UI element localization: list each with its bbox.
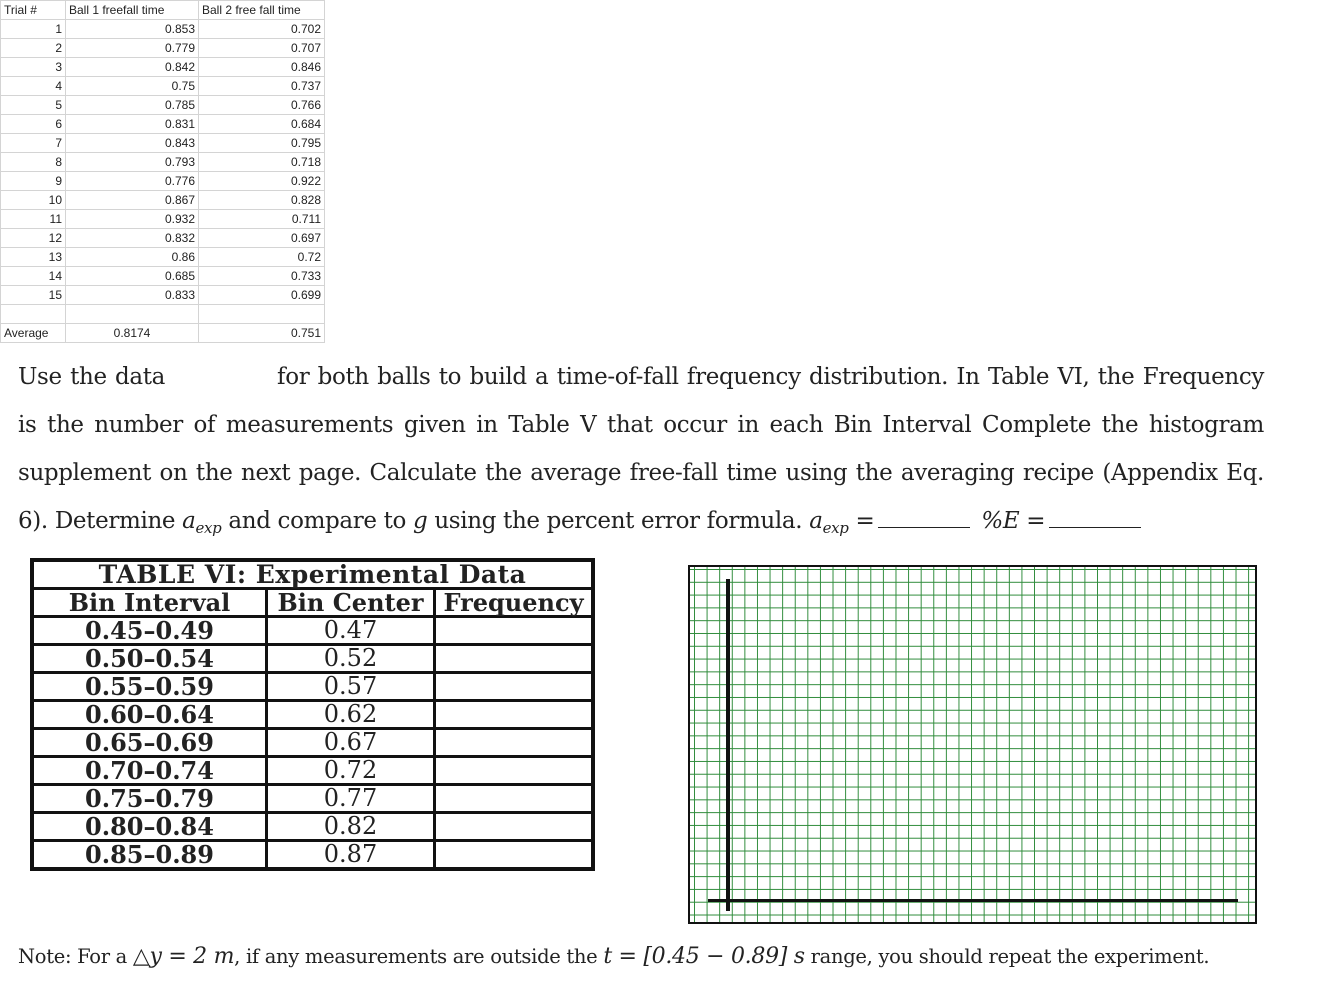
table-row xyxy=(1,77,325,96)
bin-interval-cell: 0.65–0.69 xyxy=(32,729,267,757)
ball2-time-cell[interactable]: 0.707 xyxy=(199,39,325,58)
header-bin-center: Bin Center xyxy=(267,589,435,617)
paragraph-text: for both balls to build a time-of-fall frequency distribution. In Table VI, the Frequency xyxy=(277,364,1264,390)
trial-number-cell[interactable]: 13 xyxy=(1,248,66,267)
table-vi-body xyxy=(32,617,593,870)
aexp-subscript: exp xyxy=(195,519,222,537)
table-row xyxy=(1,153,325,172)
bin-center-cell: 0.87 xyxy=(267,841,435,870)
ball2-time-cell[interactable]: 0.733 xyxy=(199,267,325,286)
ball2-time-cell[interactable]: 0.697 xyxy=(199,229,325,248)
paragraph-line-2: is the number of measurements given in Table V that occur in each Bin Interval Complete the histogram xyxy=(18,412,1264,438)
average-ball2[interactable]: 0.751 xyxy=(199,324,325,343)
paragraph-line-3: supplement on the next page. Calculate the average free-fall time using the averaging recipe (Appendix Eq. xyxy=(18,460,1264,486)
table-row xyxy=(1,58,325,77)
table-row xyxy=(1,191,325,210)
trial-number-cell[interactable]: 15 xyxy=(1,286,66,305)
header-ball2[interactable]: Ball 2 free fall time xyxy=(199,1,325,20)
note-text: range, you should repeat the experiment. xyxy=(804,945,1210,968)
bin-interval-cell: 0.55–0.59 xyxy=(32,673,267,701)
note-range: t = [0.45 − 0.89] s xyxy=(603,944,805,969)
ball1-time-cell[interactable]: 0.932 xyxy=(66,210,199,229)
ball2-time-cell[interactable]: 0.828 xyxy=(199,191,325,210)
bin-center-cell: 0.67 xyxy=(267,729,435,757)
table-cell[interactable] xyxy=(1,305,66,324)
ball2-time-cell[interactable]: 0.846 xyxy=(199,58,325,77)
bin-center-cell: 0.62 xyxy=(267,701,435,729)
frequency-input-cell[interactable] xyxy=(435,701,594,729)
paragraph-text: and compare to xyxy=(228,508,407,534)
trial-number-cell[interactable]: 3 xyxy=(1,58,66,77)
table-row xyxy=(1,20,325,39)
bin-interval-cell: 0.70–0.74 xyxy=(32,757,267,785)
table-row xyxy=(32,841,593,870)
bin-interval-cell: 0.80–0.84 xyxy=(32,813,267,841)
ball1-time-cell[interactable]: 0.867 xyxy=(66,191,199,210)
trial-number-cell[interactable]: 4 xyxy=(1,77,66,96)
trial-number-cell[interactable]: 8 xyxy=(1,153,66,172)
spreadsheet-body xyxy=(1,20,325,305)
frequency-input-cell[interactable] xyxy=(435,645,594,673)
spreadsheet-blank-row xyxy=(1,305,325,324)
ball1-time-cell[interactable]: 0.833 xyxy=(66,286,199,305)
trial-number-cell[interactable]: 6 xyxy=(1,115,66,134)
histogram-grid[interactable] xyxy=(688,565,1257,924)
note-text: Note: For a xyxy=(18,945,133,968)
aexp-symbol: a xyxy=(182,508,196,534)
ball2-time-cell[interactable]: 0.922 xyxy=(199,172,325,191)
histogram-x-axis xyxy=(708,899,1238,902)
frequency-input-cell[interactable] xyxy=(435,617,594,645)
note-delta-y: △y = 2 m xyxy=(132,944,235,969)
frequency-input-cell[interactable] xyxy=(435,757,594,785)
table-row xyxy=(1,210,325,229)
ball2-time-cell[interactable]: 0.766 xyxy=(199,96,325,115)
ball2-time-cell[interactable]: 0.718 xyxy=(199,153,325,172)
ball2-time-cell[interactable]: 0.737 xyxy=(199,77,325,96)
table-row xyxy=(1,248,325,267)
note-text: , if any measurements are outside the xyxy=(234,945,604,968)
instruction-paragraph xyxy=(18,353,1264,552)
paragraph-line-4 xyxy=(18,497,1264,552)
paragraph-text: 6). Determine xyxy=(18,508,176,534)
table-row xyxy=(32,673,593,701)
percent-error-blank[interactable] xyxy=(1049,507,1141,528)
ball1-time-cell[interactable]: 0.785 xyxy=(66,96,199,115)
g-symbol: g xyxy=(412,508,428,534)
ball1-time-cell[interactable]: 0.832 xyxy=(66,229,199,248)
table-row xyxy=(1,115,325,134)
header-ball1[interactable]: Ball 1 freefall time xyxy=(66,1,199,20)
ball1-time-cell[interactable]: 0.75 xyxy=(66,77,199,96)
spreadsheet-header-row xyxy=(1,1,325,20)
table-row xyxy=(32,757,593,785)
bin-interval-cell: 0.60–0.64 xyxy=(32,701,267,729)
bin-center-cell: 0.52 xyxy=(267,645,435,673)
spreadsheet-average-row xyxy=(1,324,325,343)
aexp-answer-blank[interactable] xyxy=(878,507,970,528)
table-row xyxy=(1,96,325,115)
table-row xyxy=(32,813,593,841)
paragraph-text: using the percent error formula. xyxy=(434,508,803,534)
table-vi-header-row xyxy=(32,589,593,617)
frequency-input-cell[interactable] xyxy=(435,785,594,813)
bin-interval-cell: 0.50–0.54 xyxy=(32,645,267,673)
frequency-input-cell[interactable] xyxy=(435,673,594,701)
header-frequency: Frequency xyxy=(435,589,594,617)
table-row xyxy=(1,39,325,58)
spreadsheet-table xyxy=(0,0,325,343)
header-trial[interactable]: Trial # xyxy=(1,1,66,20)
trial-number-cell[interactable]: 9 xyxy=(1,172,66,191)
table-row xyxy=(1,134,325,153)
table-row xyxy=(1,172,325,191)
table-row xyxy=(32,729,593,757)
table-cell[interactable] xyxy=(199,305,325,324)
trial-number-cell[interactable]: 14 xyxy=(1,267,66,286)
bin-interval-cell: 0.75–0.79 xyxy=(32,785,267,813)
ball1-time-cell[interactable]: 0.853 xyxy=(66,20,199,39)
table-row xyxy=(32,645,593,673)
trial-number-cell[interactable]: 12 xyxy=(1,229,66,248)
trial-number-cell[interactable]: 11 xyxy=(1,210,66,229)
table-row xyxy=(1,286,325,305)
aexp-symbol-2: a xyxy=(809,508,823,534)
table-row xyxy=(32,785,593,813)
bin-interval-cell: 0.85–0.89 xyxy=(32,841,267,870)
trial-number-cell[interactable]: 10 xyxy=(1,191,66,210)
trial-number-cell[interactable]: 2 xyxy=(1,39,66,58)
frequency-input-cell[interactable] xyxy=(435,729,594,757)
table-row xyxy=(32,617,593,645)
frequency-input-cell[interactable] xyxy=(435,813,594,841)
percent-error-label: %E = xyxy=(981,508,1046,534)
table-row xyxy=(32,701,593,729)
header-bin-interval: Bin Interval xyxy=(32,589,267,617)
trial-number-cell[interactable]: 5 xyxy=(1,96,66,115)
ball2-time-cell[interactable]: 0.72 xyxy=(199,248,325,267)
table-vi xyxy=(30,558,595,871)
ball2-time-cell[interactable]: 0.684 xyxy=(199,115,325,134)
ball1-time-cell[interactable]: 0.793 xyxy=(66,153,199,172)
bin-center-cell: 0.72 xyxy=(267,757,435,785)
frequency-input-cell[interactable] xyxy=(435,841,594,870)
ball1-time-cell[interactable]: 0.685 xyxy=(66,267,199,286)
table-cell[interactable] xyxy=(66,305,199,324)
bin-center-cell: 0.77 xyxy=(267,785,435,813)
ball1-time-cell[interactable]: 0.831 xyxy=(66,115,199,134)
table-vi-title-row xyxy=(32,560,593,589)
paragraph-text: Use the data xyxy=(18,364,166,390)
ball1-time-cell[interactable]: 0.779 xyxy=(66,39,199,58)
ball2-time-cell[interactable]: 0.711 xyxy=(199,210,325,229)
bin-center-cell: 0.47 xyxy=(267,617,435,645)
paragraph-line-1 xyxy=(18,353,1264,401)
histogram-y-axis xyxy=(726,579,730,911)
bin-interval-cell: 0.45–0.49 xyxy=(32,617,267,645)
ball1-time-cell[interactable]: 0.842 xyxy=(66,58,199,77)
ball1-time-cell[interactable]: 0.843 xyxy=(66,134,199,153)
average-ball1[interactable]: 0.8174 xyxy=(66,324,199,343)
equals-sign: = xyxy=(855,508,875,534)
range-note xyxy=(18,944,1258,969)
ball1-time-cell[interactable]: 0.86 xyxy=(66,248,199,267)
aexp-subscript-2: exp xyxy=(822,519,849,537)
bin-center-cell: 0.82 xyxy=(267,813,435,841)
bin-center-cell: 0.57 xyxy=(267,673,435,701)
ball1-time-cell[interactable]: 0.776 xyxy=(66,172,199,191)
table-vi-title: TABLE VI: Experimental Data xyxy=(32,560,593,589)
trial-number-cell[interactable]: 7 xyxy=(1,134,66,153)
table-row xyxy=(1,267,325,286)
table-row xyxy=(1,229,325,248)
average-label[interactable]: Average xyxy=(1,324,66,343)
trial-number-cell[interactable]: 1 xyxy=(1,20,66,39)
ball2-time-cell[interactable]: 0.702 xyxy=(199,20,325,39)
ball2-time-cell[interactable]: 0.699 xyxy=(199,286,325,305)
ball2-time-cell[interactable]: 0.795 xyxy=(199,134,325,153)
